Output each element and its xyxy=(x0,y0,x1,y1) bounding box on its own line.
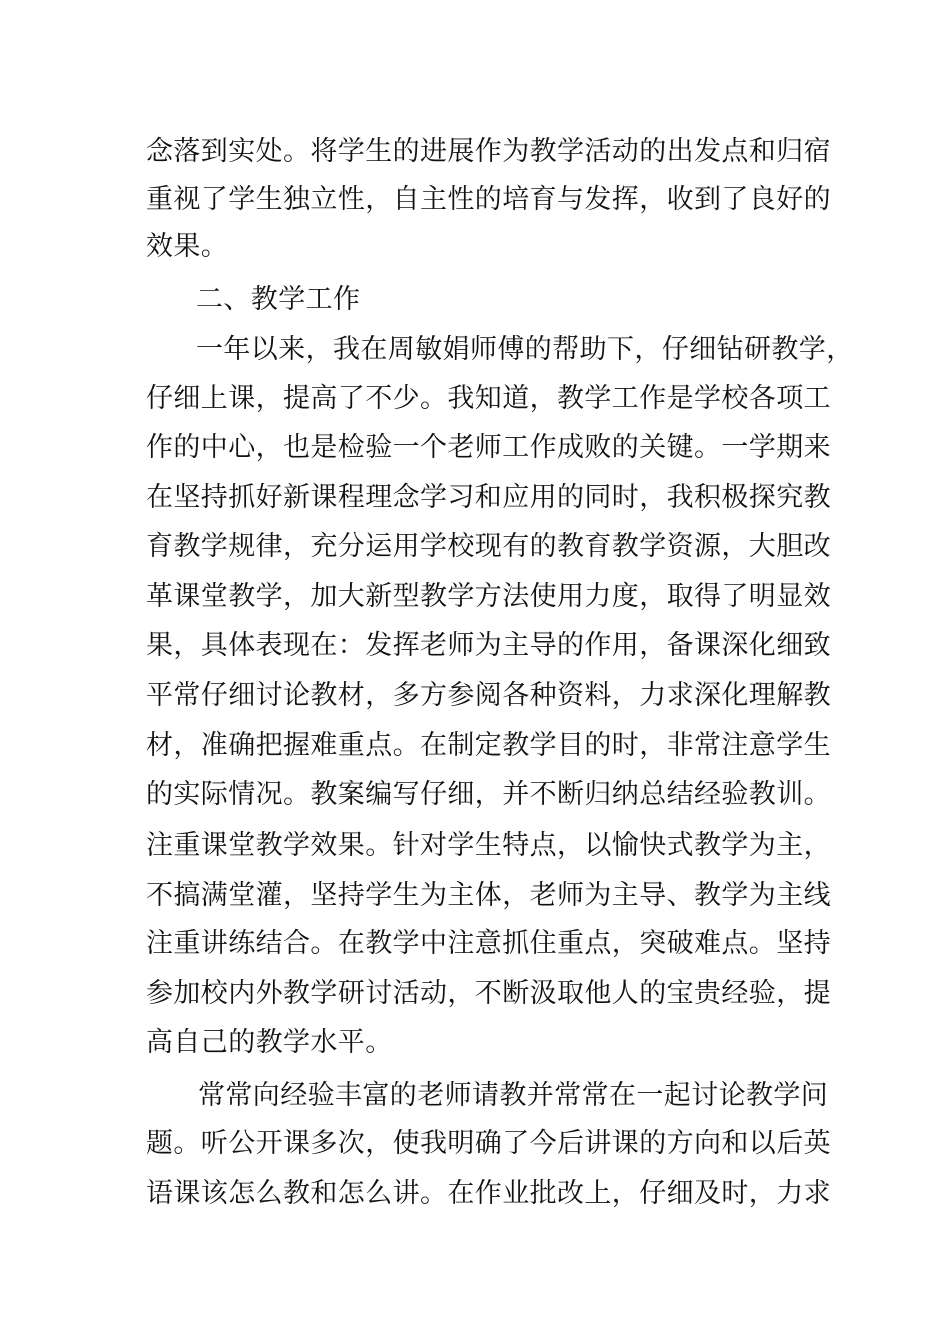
paragraph-line: 不搞满堂灌，坚持学生为主体，老师为主导、教学为主线 xyxy=(146,880,831,911)
paragraph-line: 在坚持抓好新课程理念学习和应用的同时，我积极探究教 xyxy=(146,482,831,513)
paragraph-line: 题。听公开课多次，使我明确了今后讲课的方向和以后英 xyxy=(146,1128,831,1159)
paragraph-line: 注重讲练结合。在教学中注意抓住重点，突破难点。坚持 xyxy=(146,928,831,959)
paragraph-line: 常常向经验丰富的老师请教并常常在一起讨论教学问 xyxy=(198,1080,829,1111)
paragraph-line: 革课堂教学，加大新型教学方法使用力度，取得了明显效 xyxy=(146,581,831,612)
paragraph-line: 重视了学生独立性，自主性的培育与发挥，收到了良好的 xyxy=(146,184,831,215)
paragraph-line: 一年以来，我在周敏娟师傅的帮助下，仔细钻研教学， xyxy=(196,334,854,365)
paragraph-line: 材，准确把握难重点。在制定教学目的时，非常注意学生 xyxy=(146,730,831,761)
paragraph-line: 念落到实处。将学生的进展作为教学活动的出发点和归宿 xyxy=(146,136,831,167)
paragraph-line: 的实际情况。教案编写仔细，并不断归纳总结经验教训。 xyxy=(146,779,831,810)
paragraph-line: 果，具体表现在：发挥老师为主导的作用，备课深化细致 xyxy=(146,630,831,661)
section-heading: 二、教学工作 xyxy=(196,284,361,315)
paragraph-line: 育教学规律，充分运用学校现有的教育教学资源，大胆改 xyxy=(146,531,831,562)
paragraph-line: 参加校内外教学研讨活动，不断汲取他人的宝贵经验，提 xyxy=(146,978,831,1009)
paragraph-line: 注重课堂教学效果。针对学生特点，以愉快式教学为主， xyxy=(146,830,831,861)
paragraph-line: 仔细上课，提高了不少。我知道，教学工作是学校各项工 xyxy=(146,383,831,414)
paragraph-line: 高自己的教学水平。 xyxy=(146,1027,393,1058)
paragraph-line: 平常仔细讨论教材，多方参阅各种资料，力求深化理解教 xyxy=(146,680,831,711)
paragraph-line: 效果。 xyxy=(146,231,229,262)
paragraph-line: 语课该怎么教和怎么讲。在作业批改上，仔细及时，力求 xyxy=(146,1178,831,1209)
paragraph-line: 作的中心，也是检验一个老师工作成败的关键。一学期来 xyxy=(146,432,831,463)
